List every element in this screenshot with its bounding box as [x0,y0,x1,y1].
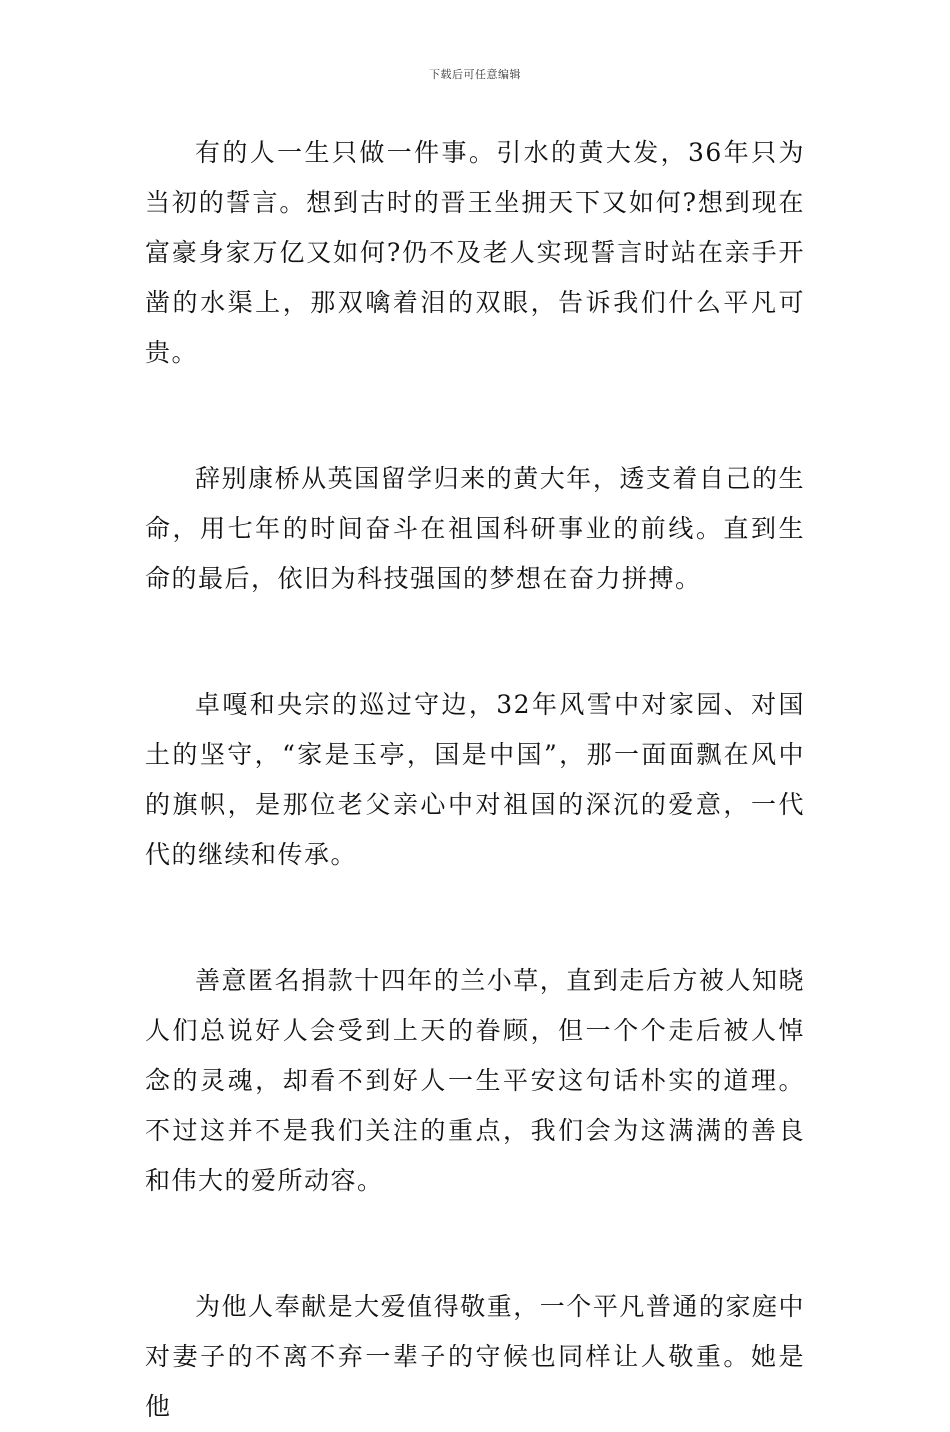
paragraph-huang-danian: 辞别康桥从英国留学归来的黄大年，透支着自己的生命，用七年的时间奋斗在祖国科研事业的前线。直到生命的最后，依旧为科技强国的梦想在奋力拼搏。 [145,464,805,593]
paragraph-lan-xiaocao: 善意匿名捐款十四年的兰小草，直到走后方被人知晓人们总说好人会受到上天的眷顾，但一个个走后被人悼念的灵魂，却看不到好人一生平安这句话朴实的道理。不过这并不是我们关注的重点，我们会为这满满的善良和伟大的爱所动容。 [145,966,805,1195]
document-body [145,128,805,1432]
paragraph-huang-dafa: 有的人一生只做一件事。引水的黄大发，36年只为当初的誓言。想到古时的晋王坐拥天下又如何?想到现在富豪身家万亿又如何?仍不及老人实现誓言时站在亲手开凿的水渠上，那双噙着泪的双眼，告诉我们什么平凡可贵。 [145,138,805,367]
paragraph-devotion: 为他人奉献是大爱值得敬重，一个平凡普通的家庭中对妻子的不离不弃一辈子的守候也同样让人敬重。她是他 [145,1292,805,1421]
paragraph-zhuoga-yangzong: 卓嘎和央宗的巡过守边，32年风雪中对家园、对国土的坚守，“家是玉亭，国是中国”，那一面面飘在风中的旗帜，是那位老父亲心中对祖国的深沉的爱意，一代代的继续和传承。 [145,690,805,869]
header-note: 下载后可任意编辑 [429,68,521,81]
